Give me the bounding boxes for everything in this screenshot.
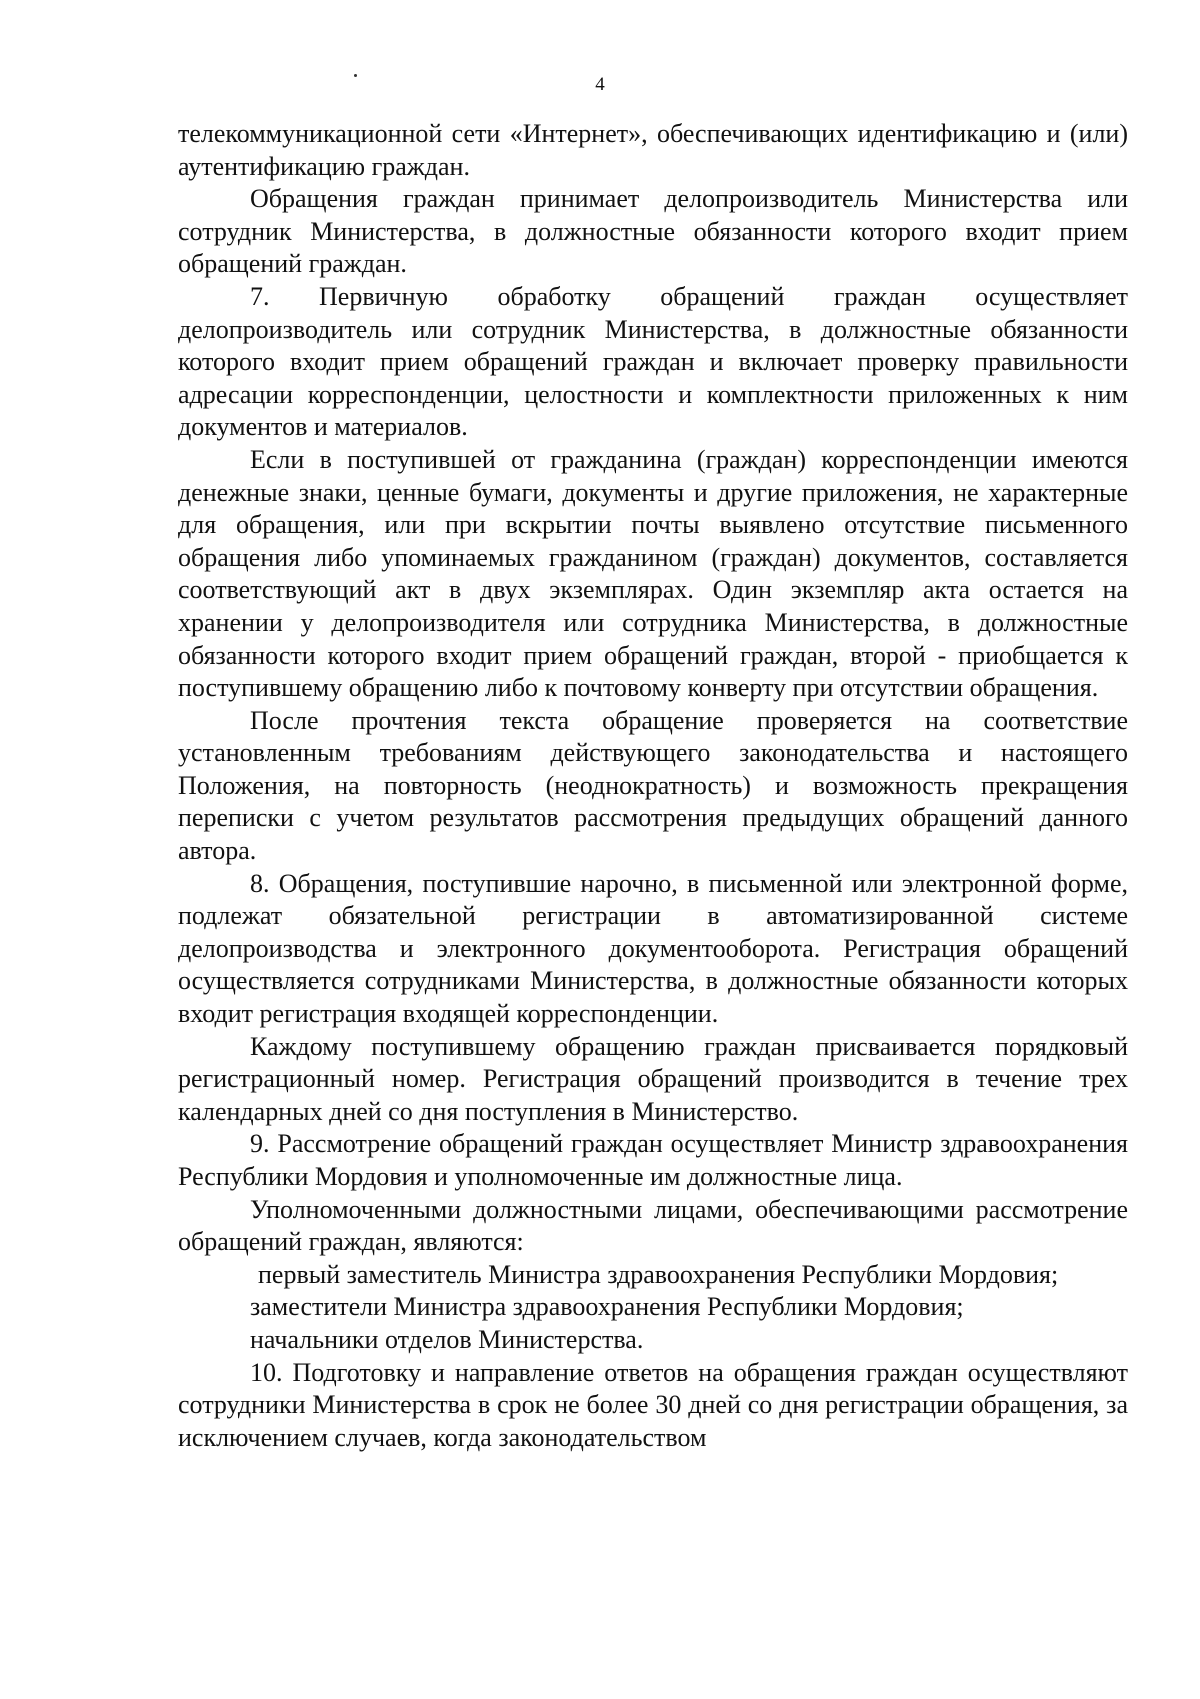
list-item-first-deputy: первый заместитель Министра здравоохранения Республики Мордовия; xyxy=(258,1259,1059,1289)
paragraph-internet-identification: телекоммуникационной сети «Интернет», обеспечивающих идентификацию и (или) аутентификацию граждан. xyxy=(178,119,1128,181)
list-item-deputy-ministers: заместители Министра здравоохранения Республики Мордовия; xyxy=(250,1292,964,1322)
paragraph-registration-number: Каждому поступившему обращению граждан присваивается порядковый регистрационный номер. Регистрация обращений производится в течение трех календарных дней со дня поступления в Министерство. xyxy=(178,1031,1128,1126)
document-body xyxy=(178,118,1128,1454)
paragraph-10-responses: 10. Подготовку и направление ответов на обращения граждан осуществляют сотрудники Министерства в срок не более 30 дней со дня регистрации обращения, за исключением случаев, когда законодательством xyxy=(178,1357,1128,1452)
paragraph-8-registration: 8. Обращения, поступившие нарочно, в письменной или электронной форме, подлежат обязательной регистрации в автоматизированной системе делопроизводства и электронного документооборота. Регистрация обращений осуществляется сотрудниками Министерства, в должностные обязанности которых входит регистрация входящей корреспонденции. xyxy=(178,868,1128,1029)
page-number: 4 xyxy=(595,74,605,95)
paragraph-appeals-reception: Обращения граждан принимает делопроизводитель Министерства или сотрудник Министерства, в должностные обязанности которого входит прием обращений граждан. xyxy=(178,184,1128,279)
paragraph-7-primary-processing: 7. Первичную обработку обращений граждан осуществляет делопроизводитель или сотрудник Министерства, в должностные обязанности которого входит прием обращений граждан и включает проверку правильности адресации корреспонденции, целостности и комплектности приложенных к ним документов и материалов. xyxy=(178,281,1128,442)
paragraph-appeal-verification: После прочтения текста обращение проверяется на соответствие установленным требованиям действующего законодательства и настоящего Положения, на повторность (неоднократность) и возможность прекращения переписки с учетом результатов рассмотрения предыдущих обращений данного автора. xyxy=(178,705,1128,866)
paragraph-enclosures-act: Если в поступившей от гражданина (граждан) корреспонденции имеются денежные знаки, ценные бумаги, документы и другие приложения, не характерные для обращения, или при вскрытии почты выявлено отсутствие письменного обращения либо упоминаемых гражданином (граждан) документов, составляется соответствующий акт в двух экземплярах. Один экземпляр акта остается на хранении у делопроизводителя или сотрудника Министерства, в должностные обязанности которого входит прием обращений граждан, второй - приобщается к поступившему обращению либо к почтовому конверту при отсутствии обращения. xyxy=(178,444,1128,703)
paragraph-authorized-officials: Уполномоченными должностными лицами, обеспечивающими рассмотрение обращений граждан, являются: xyxy=(178,1194,1128,1257)
paragraph-9-consideration: 9. Рассмотрение обращений граждан осуществляет Министр здравоохранения Республики Мордовия и уполномоченные им должностные лица. xyxy=(178,1129,1128,1191)
list-item-department-heads: начальники отделов Министерства. xyxy=(250,1324,644,1354)
